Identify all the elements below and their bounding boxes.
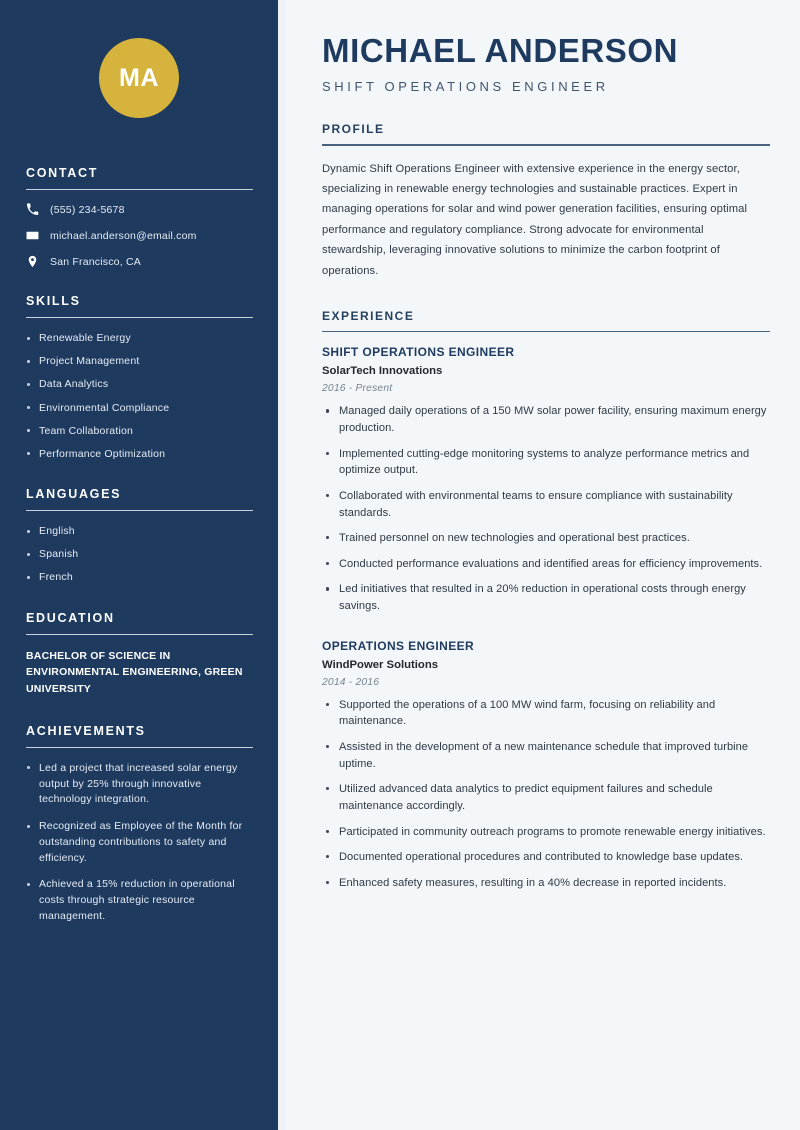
- list-item: Led a project that increased solar energy output by 25% through innovative technology integration.: [26, 761, 252, 808]
- avatar-container: [26, 0, 252, 166]
- job-bullet-list: [322, 403, 770, 614]
- achievements-list: [26, 761, 252, 925]
- education-list: [26, 648, 252, 698]
- header-subtitle: SHIFT OPERATIONS ENGINEER: [322, 79, 609, 95]
- column-gap: [278, 0, 286, 1130]
- job-bullet: Managed daily operations of a 150 MW solar power facility, ensuring maximum energy production.: [322, 403, 770, 436]
- languages-divider: [26, 510, 253, 511]
- list-item: Renewable Energy: [26, 331, 252, 345]
- contact-list: [26, 203, 252, 268]
- contact-item[interactable]: [26, 255, 252, 268]
- job-company: WindPower Solutions: [322, 658, 439, 671]
- list-item: French: [26, 570, 252, 584]
- education-divider: [26, 634, 253, 635]
- job-bullet: Participated in community outreach programs to promote renewable energy initiatives.: [322, 824, 770, 841]
- job-bullet: Collaborated with environmental teams to ensure compliance with sustainability standards.: [322, 488, 770, 521]
- sidebar-section-contact: [26, 166, 252, 268]
- skills-divider: [26, 317, 253, 318]
- job-bullet: Conducted performance evaluations and identified areas for efficiency improvements.: [322, 556, 770, 573]
- contact-value: (555) 234-5678: [50, 203, 125, 216]
- education-entry: BACHELOR OF SCIENCE IN ENVIRONMENTAL ENGINEERING, GREEN UNIVERSITY: [26, 649, 243, 696]
- envelope-icon: [26, 229, 39, 242]
- achievements-divider: [26, 747, 253, 748]
- job-title: OPERATIONS ENGINEER: [322, 638, 475, 653]
- list-item: Data Analytics: [26, 377, 252, 391]
- job-bullet: Supported the operations of a 100 MW wind farm, focusing on reliability and maintenance.: [322, 697, 770, 730]
- job-bullet: Implemented cutting-edge monitoring systems to analyze performance metrics and optimize output.: [322, 446, 770, 479]
- phone-icon: [26, 203, 39, 216]
- list-item: Project Management: [26, 354, 252, 368]
- job-bullet: Led initiatives that resulted in a 20% reduction in operational costs through energy savings.: [322, 581, 770, 614]
- sidebar-section-skills: [26, 294, 252, 461]
- job-bullet-list: [322, 697, 770, 892]
- job-bullet: Assisted in the development of a new maintenance schedule that improved turbine uptime.: [322, 739, 770, 772]
- achievements-heading: ACHIEVEMENTS: [26, 723, 146, 738]
- experience-entry: [322, 639, 770, 892]
- experience-heading: EXPERIENCE: [322, 308, 415, 323]
- experience-entry: [322, 345, 770, 614]
- contact-value: michael.anderson@email.com: [50, 229, 197, 242]
- education-heading: EDUCATION: [26, 610, 115, 625]
- contact-item[interactable]: [26, 229, 252, 242]
- contact-item[interactable]: [26, 203, 252, 216]
- section-profile: [322, 122, 770, 281]
- page-title: MICHAEL ANDERSON: [322, 32, 679, 69]
- list-item: English: [26, 524, 252, 538]
- contact-heading: CONTACT: [26, 166, 99, 180]
- job-bullet: Trained personnel on new technologies and operational best practices.: [322, 530, 770, 547]
- sidebar-section-languages: [26, 487, 252, 585]
- profile-heading: PROFILE: [322, 122, 385, 137]
- profile-text: Dynamic Shift Operations Engineer with extensive experience in the energy sector, specializing in renewable energy technologies and sustainable practices. Expert in managing operations for solar and wind power generation facilities, ensuring optimal performance and regulatory compliance. Strong advocate for environmental stewardship, leveraging innovative solutions to minimize the carbon footprint of operations.: [322, 162, 748, 277]
- contact-divider: [26, 189, 253, 190]
- job-date: 2014 - 2016: [322, 676, 380, 688]
- languages-list: [26, 524, 252, 585]
- list-item: Performance Optimization: [26, 447, 252, 461]
- job-bullet: Enhanced safety measures, resulting in a 40% decrease in reported incidents.: [322, 875, 770, 892]
- list-item: Environmental Compliance: [26, 401, 252, 415]
- skills-heading: SKILLS: [26, 294, 81, 308]
- sidebar: [0, 0, 278, 1130]
- list-item: Recognized as Employee of the Month for outstanding contributions to safety and efficiency.: [26, 819, 252, 866]
- list-item: Team Collaboration: [26, 424, 252, 438]
- sidebar-section-achievements: [26, 724, 252, 925]
- job-bullet: Utilized advanced data analytics to predict equipment failures and schedule maintenance accordingly.: [322, 781, 770, 814]
- job-company: SolarTech Innovations: [322, 365, 443, 378]
- map-pin-icon: [26, 255, 39, 268]
- list-item: Achieved a 15% reduction in operational costs through strategic resource management.: [26, 877, 252, 924]
- skills-list: [26, 331, 252, 461]
- languages-heading: LANGUAGES: [26, 487, 122, 502]
- experience-list: [322, 345, 770, 891]
- avatar: MA: [99, 38, 179, 118]
- main-content: [286, 0, 800, 1130]
- list-item: Spanish: [26, 547, 252, 561]
- experience-spacer: [322, 629, 770, 639]
- section-experience: [322, 309, 770, 892]
- job-title: SHIFT OPERATIONS ENGINEER: [322, 345, 515, 360]
- contact-value: San Francisco, CA: [50, 255, 141, 268]
- sidebar-section-education: [26, 611, 252, 698]
- profile-divider: [322, 144, 770, 145]
- job-date: 2016 - Present: [322, 383, 393, 395]
- experience-divider: [322, 331, 770, 332]
- job-bullet: Documented operational procedures and contributed to knowledge base updates.: [322, 849, 770, 866]
